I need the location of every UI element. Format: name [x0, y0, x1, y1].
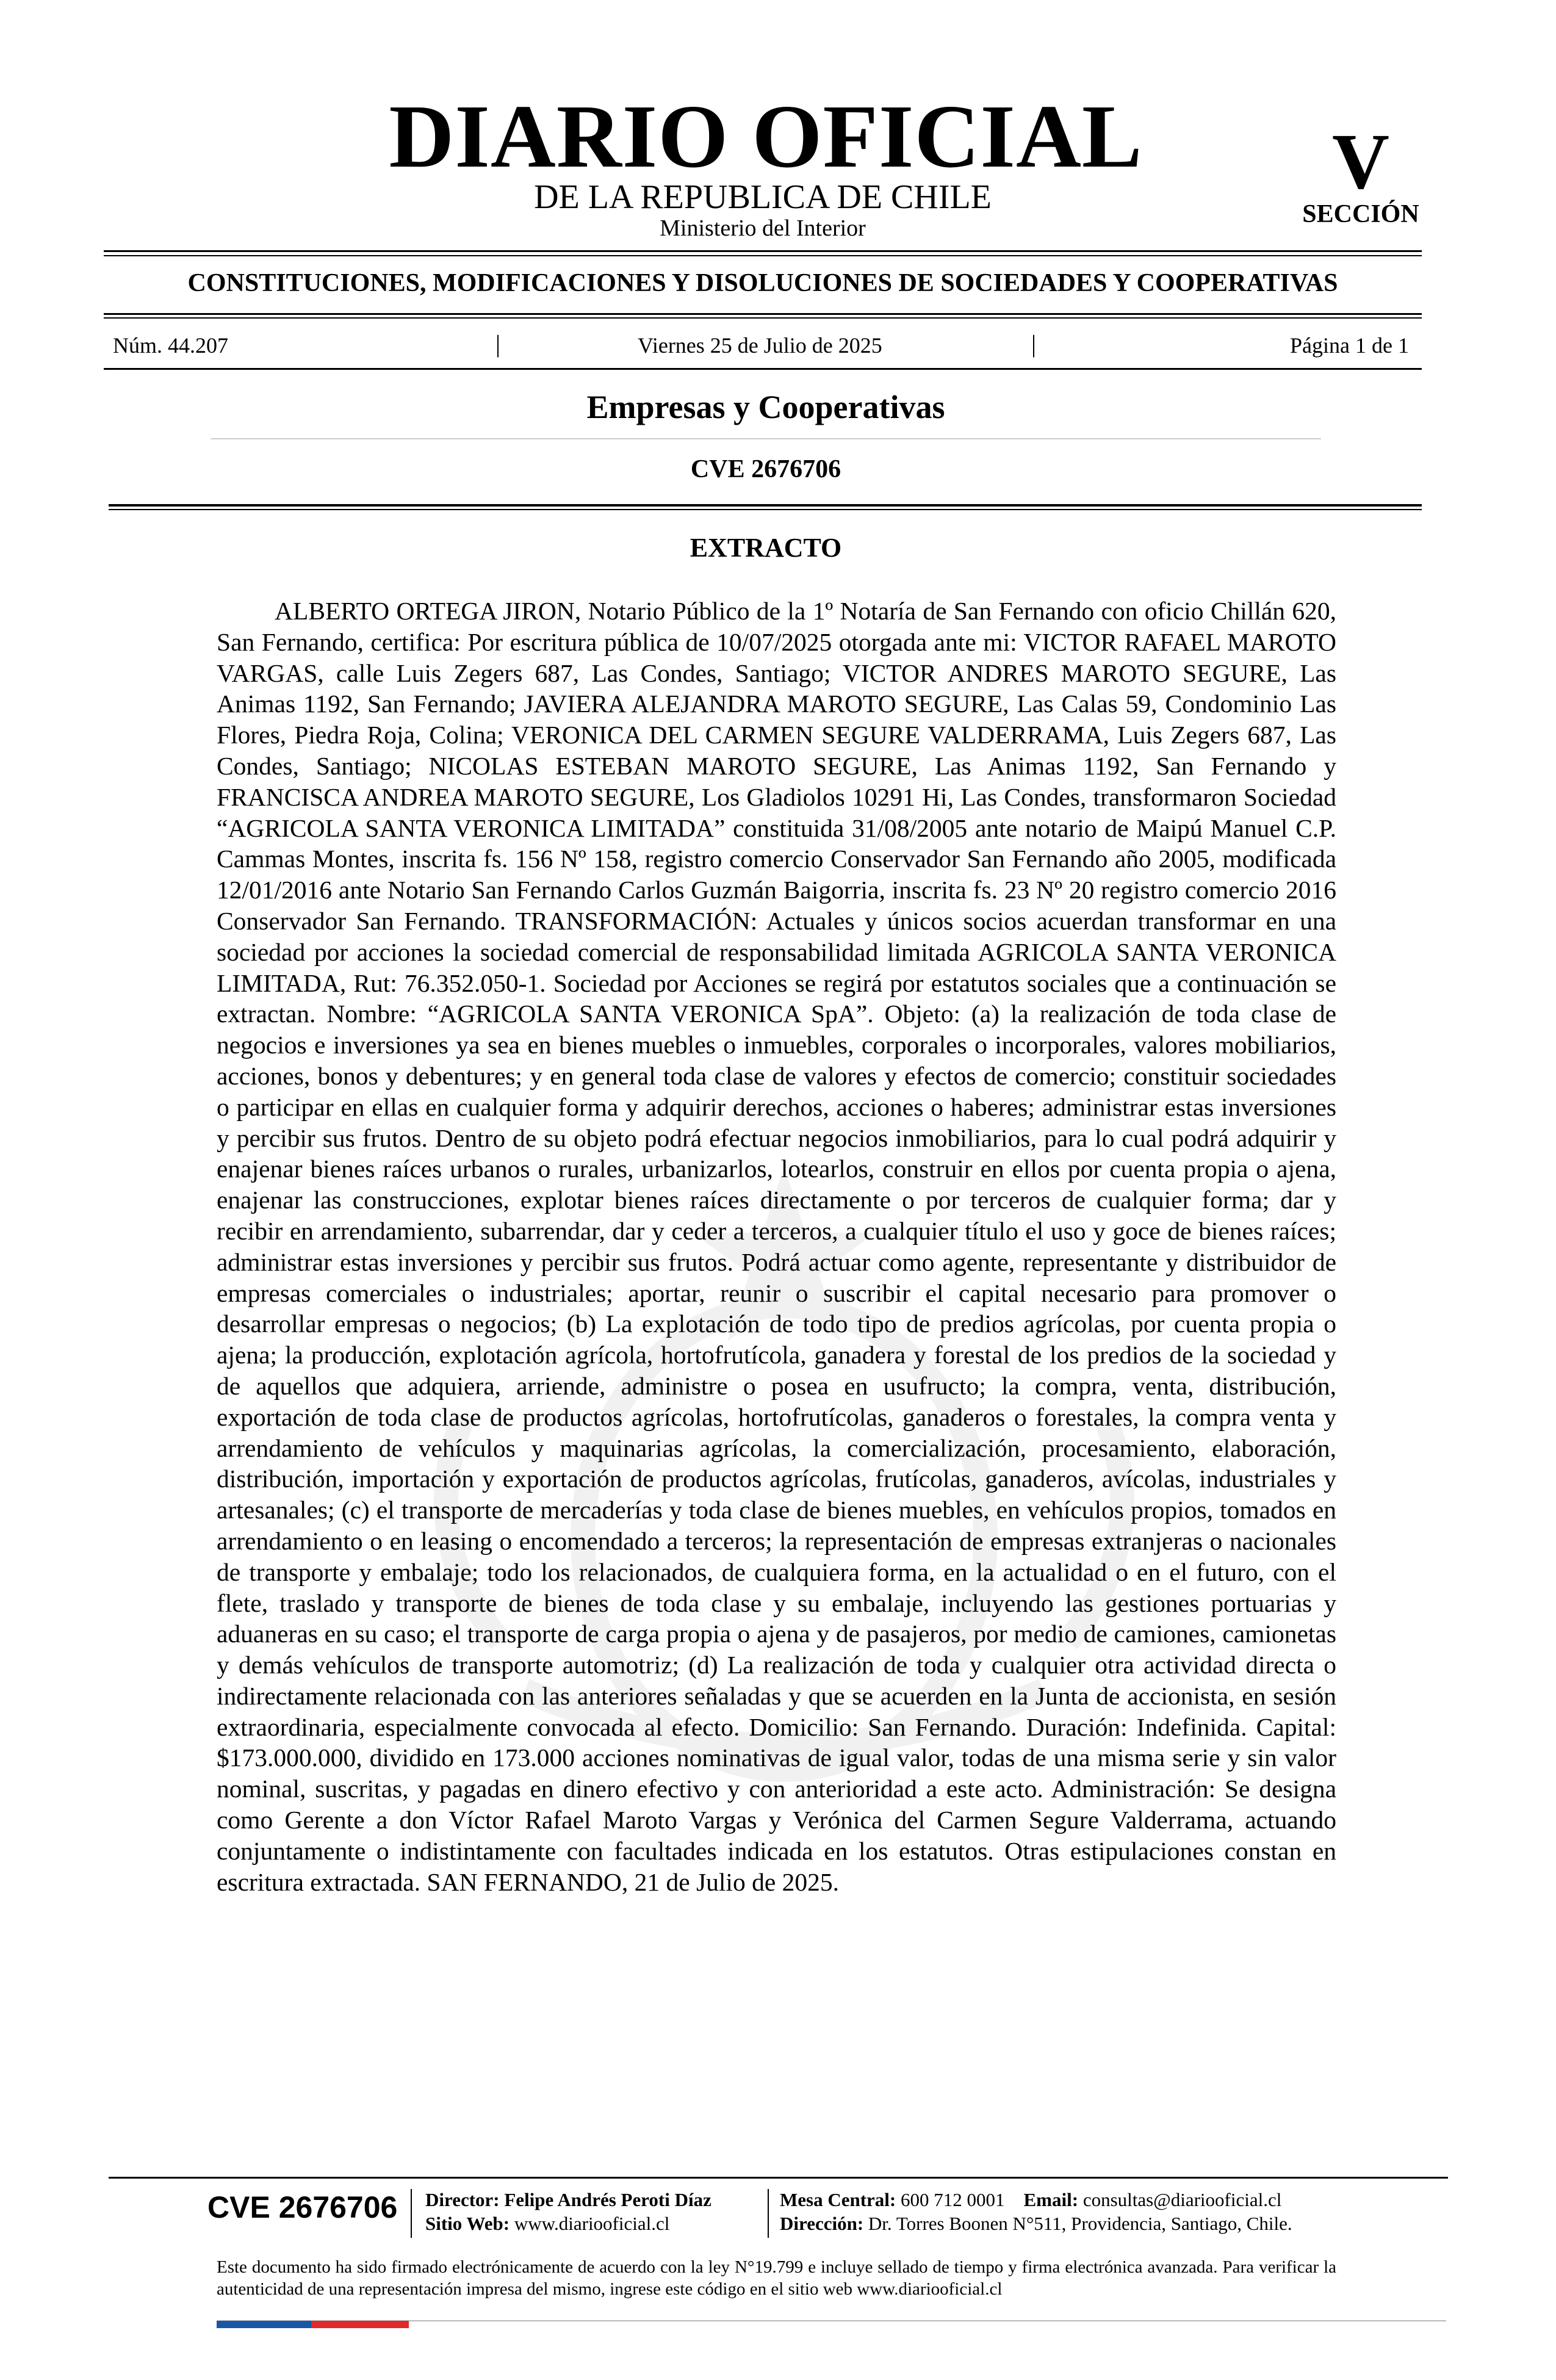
divider-rule — [104, 313, 1422, 315]
director-label: Director: — [425, 2189, 500, 2210]
email-label: Email: — [1023, 2189, 1079, 2210]
cve-code: CVE 2676706 — [690, 455, 841, 483]
address-value: Dr. Torres Boonen N°511, Providencia, Santiago, Chile. — [868, 2213, 1292, 2234]
site-link[interactable]: www.diariooficial.cl — [514, 2213, 670, 2234]
mesa-label: Mesa Central: — [780, 2189, 896, 2210]
section-heading: CONSTITUCIONES, MODIFICACIONES Y DISOLUCIONES DE SOCIEDADES Y COOPERATIVAS — [187, 269, 1338, 297]
section-label: SECCIÓN — [1302, 200, 1419, 228]
issue-date: Viernes 25 de Julio de 2025 — [638, 333, 882, 358]
footer-divider — [411, 2189, 412, 2238]
divider-rule — [109, 504, 1422, 507]
divider-rule — [109, 509, 1422, 510]
document-title: EXTRACTO — [690, 533, 842, 563]
footer-contact-block — [780, 2188, 1292, 2235]
category-underline — [211, 438, 1321, 439]
newspaper-subtitle: DE LA REPUBLICA DE CHILE — [534, 178, 992, 216]
divider-rule — [104, 368, 1422, 370]
site-label: Sitio Web: — [425, 2213, 510, 2234]
issue-number: Núm. 44.207 — [113, 333, 228, 358]
email-link[interactable]: consultas@diariooficial.cl — [1082, 2189, 1282, 2210]
newspaper-title: DIARIO OFICIAL — [389, 87, 1143, 187]
footer-rule — [109, 2177, 1448, 2179]
signature-note: Este documento ha sido firmado electrónicamente de acuerdo con la ley N°19.799 e incluye sellado de tiempo y firma electrónica avanzada. Para verificar la autenticidad de una representación impresa del mismo, ingrese este código en el sitio web www.diariooficial.cl — [217, 2257, 1336, 2299]
flag-stripe-red — [311, 2321, 409, 2328]
divider-rule — [104, 255, 1422, 256]
footer-cve-code: CVE 2676706 — [207, 2190, 398, 2224]
footer-director-block — [425, 2188, 711, 2235]
extract-body: ALBERTO ORTEGA JIRON, Notario Público de la 1º Notaría de San Fernando con oficio Chillán 620, San Fernando, certifica: Por escritura pública de 10/07/2025 otorgada ante mi: VICTOR RAFAEL MAROTO VARGAS, calle Luis Zegers 687, Las Condes, Santiago; VICTOR ANDRES MAROTO SEGURE, Las Animas 1192, San Fernando; JAVIERA ALEJANDRA MAROTO SEGURE, Las Calas 59, Condominio Las Flores, Piedra Roja, Colina; VERONICA DEL CARMEN SEGURE VALDERRAMA, Luis Zegers 687, Las Condes, Santiago; NICOLAS ESTEBAN MAROTO SEGURE, Las Animas 1192, San Fernando y FRANCISCA ANDREA MAROTO SEGURE, Los Gladiolos 10291 Hi, Las Condes, transformaron Sociedad “AGRICOLA SANTA VERONICA LIMITADA” constituida 31/08/2005 ante notario de Maipú Manuel C.P. Cammas Montes, inscrita fs. 156 Nº 158, registro comercio Conservador San Fernando año 2005, modificada 12/01/2016 ante Notario San Fernando Carlos Guzmán Baigorria, inscrita fs. 23 Nº 20 registro comercio 2016 Conservador San Fernando. TRANSFORMACIÓN: Actuales y únicos socios acuerdan transformar en una sociedad por acciones la sociedad comercial de responsabilidad limitada AGRICOLA SANTA VERONICA LIMITADA, Rut: 76.352.050-1. Sociedad por Acciones se regirá por estatutos sociales que a continuación se extractan. Nombre: “AGRICOLA SANTA VERONICA SpA”. Objeto: (a) la realización de toda clase de negocios e inversiones ya sea en bienes muebles o inmuebles, corporales o incorporales, valores mobiliarios, acciones, bonos y debentures; y en general toda clase de valores y efectos de comercio; constituir sociedades o participar en ellas en cualquier forma y adquirir derechos, acciones o haberes; administrar estas inversiones y percibir sus frutos. Dentro de su objeto podrá efectuar negocios inmobiliarios, para lo cual podrá adquirir y enajenar bienes raíces urbanos o rurales, urbanizarlos, lotearlos, construir en ellos por cuenta propia o ajena, enajenar las construcciones, explotar bienes raíces directamente o por terceros de cualquier forma; dar y recibir en arrendamiento, subarrendar, dar y ceder a terceros, a cualquier título el uso y goce de bienes raíces; administrar estas inversiones y percibir sus frutos. Podrá actuar como agente, representante y distribuidor de empresas comerciales o industriales; aportar, reunir o suscribir el capital necesario para promover o desarrollar empresas o negocios; (b) La explotación de todo tipo de predios agrícolas, por cuenta propia o ajena; la producción, explotación agrícola, hortofrutícola, ganadera y forestal de los predios de la sociedad y de aquellos que adquiera, arriende, administre o posea en usufructo; la compra, venta, distribución, exportación de toda clase de productos agrícolas, hortofrutícolas, ganaderos o forestales, la compra venta y arrendamiento de vehículos y maquinarias agrícolas, la comercialización, procesamiento, elaboración, distribución, importación y exportación de productos agrícolas, frutícolas, ganaderos, avícolas, industriales y artesanales; (c) el transporte de mercaderías y toda clase de bienes muebles, en vehículos propios, tomados en arrendamiento o en leasing o encomendado a terceros; la representación de empresas extranjeras o nacionales de transporte y embalaje; todo los relacionados, de cualquiera forma, en la actualidad o en el futuro, con el flete, traslado y transporte de bienes de toda clase y su embalaje, incluyendo las gestiones portuarias y aduaneras en su caso; el transporte de carga propia o ajena y de pasajeros, por medio de camiones, camionetas y demás vehículos de transporte automotriz; (d) La realización de toda y cualquier otra actividad directa o indirectamente relacionada con las anteriores señaladas y que se acuerden en la Junta de accionista, en sesión extraordinaria, especialmente convocada al efecto. Domicilio: San Fernando. Duración: Indefinida. Capital: $173.000.000, dividido en 173.000 acciones nominativas de igual valor, todas de una misma serie y sin valor nominal, suscritas, y pagadas en dinero efectivo y con anterioridad a este acto. Administración: Se designa como Gerente a don Víctor Rafael Maroto Vargas y Verónica del Carmen Segure Valderrama, actuando conjuntamente o indistintamente con facultades indicada en los estatutos. Otras estipulaciones constan en escritura extractada. SAN FERNANDO, 21 de Julio de 2025. — [217, 597, 1336, 1896]
flag-stripe-blue — [217, 2321, 311, 2328]
meta-separator: | — [1031, 330, 1037, 358]
footer-divider — [768, 2189, 769, 2238]
section-letter: V — [1332, 118, 1389, 206]
mesa-phone: 600 712 0001 — [901, 2189, 1005, 2210]
category-title: Empresas y Cooperativas — [586, 389, 945, 425]
director-name: Felipe Andrés Peroti Díaz — [504, 2189, 711, 2210]
meta-separator: | — [495, 330, 501, 358]
page-count: Página 1 de 1 — [1290, 333, 1409, 358]
address-label: Dirección: — [780, 2213, 864, 2234]
ministry-label: Ministerio del Interior — [660, 215, 866, 241]
divider-rule — [104, 250, 1422, 252]
divider-rule — [104, 317, 1422, 319]
